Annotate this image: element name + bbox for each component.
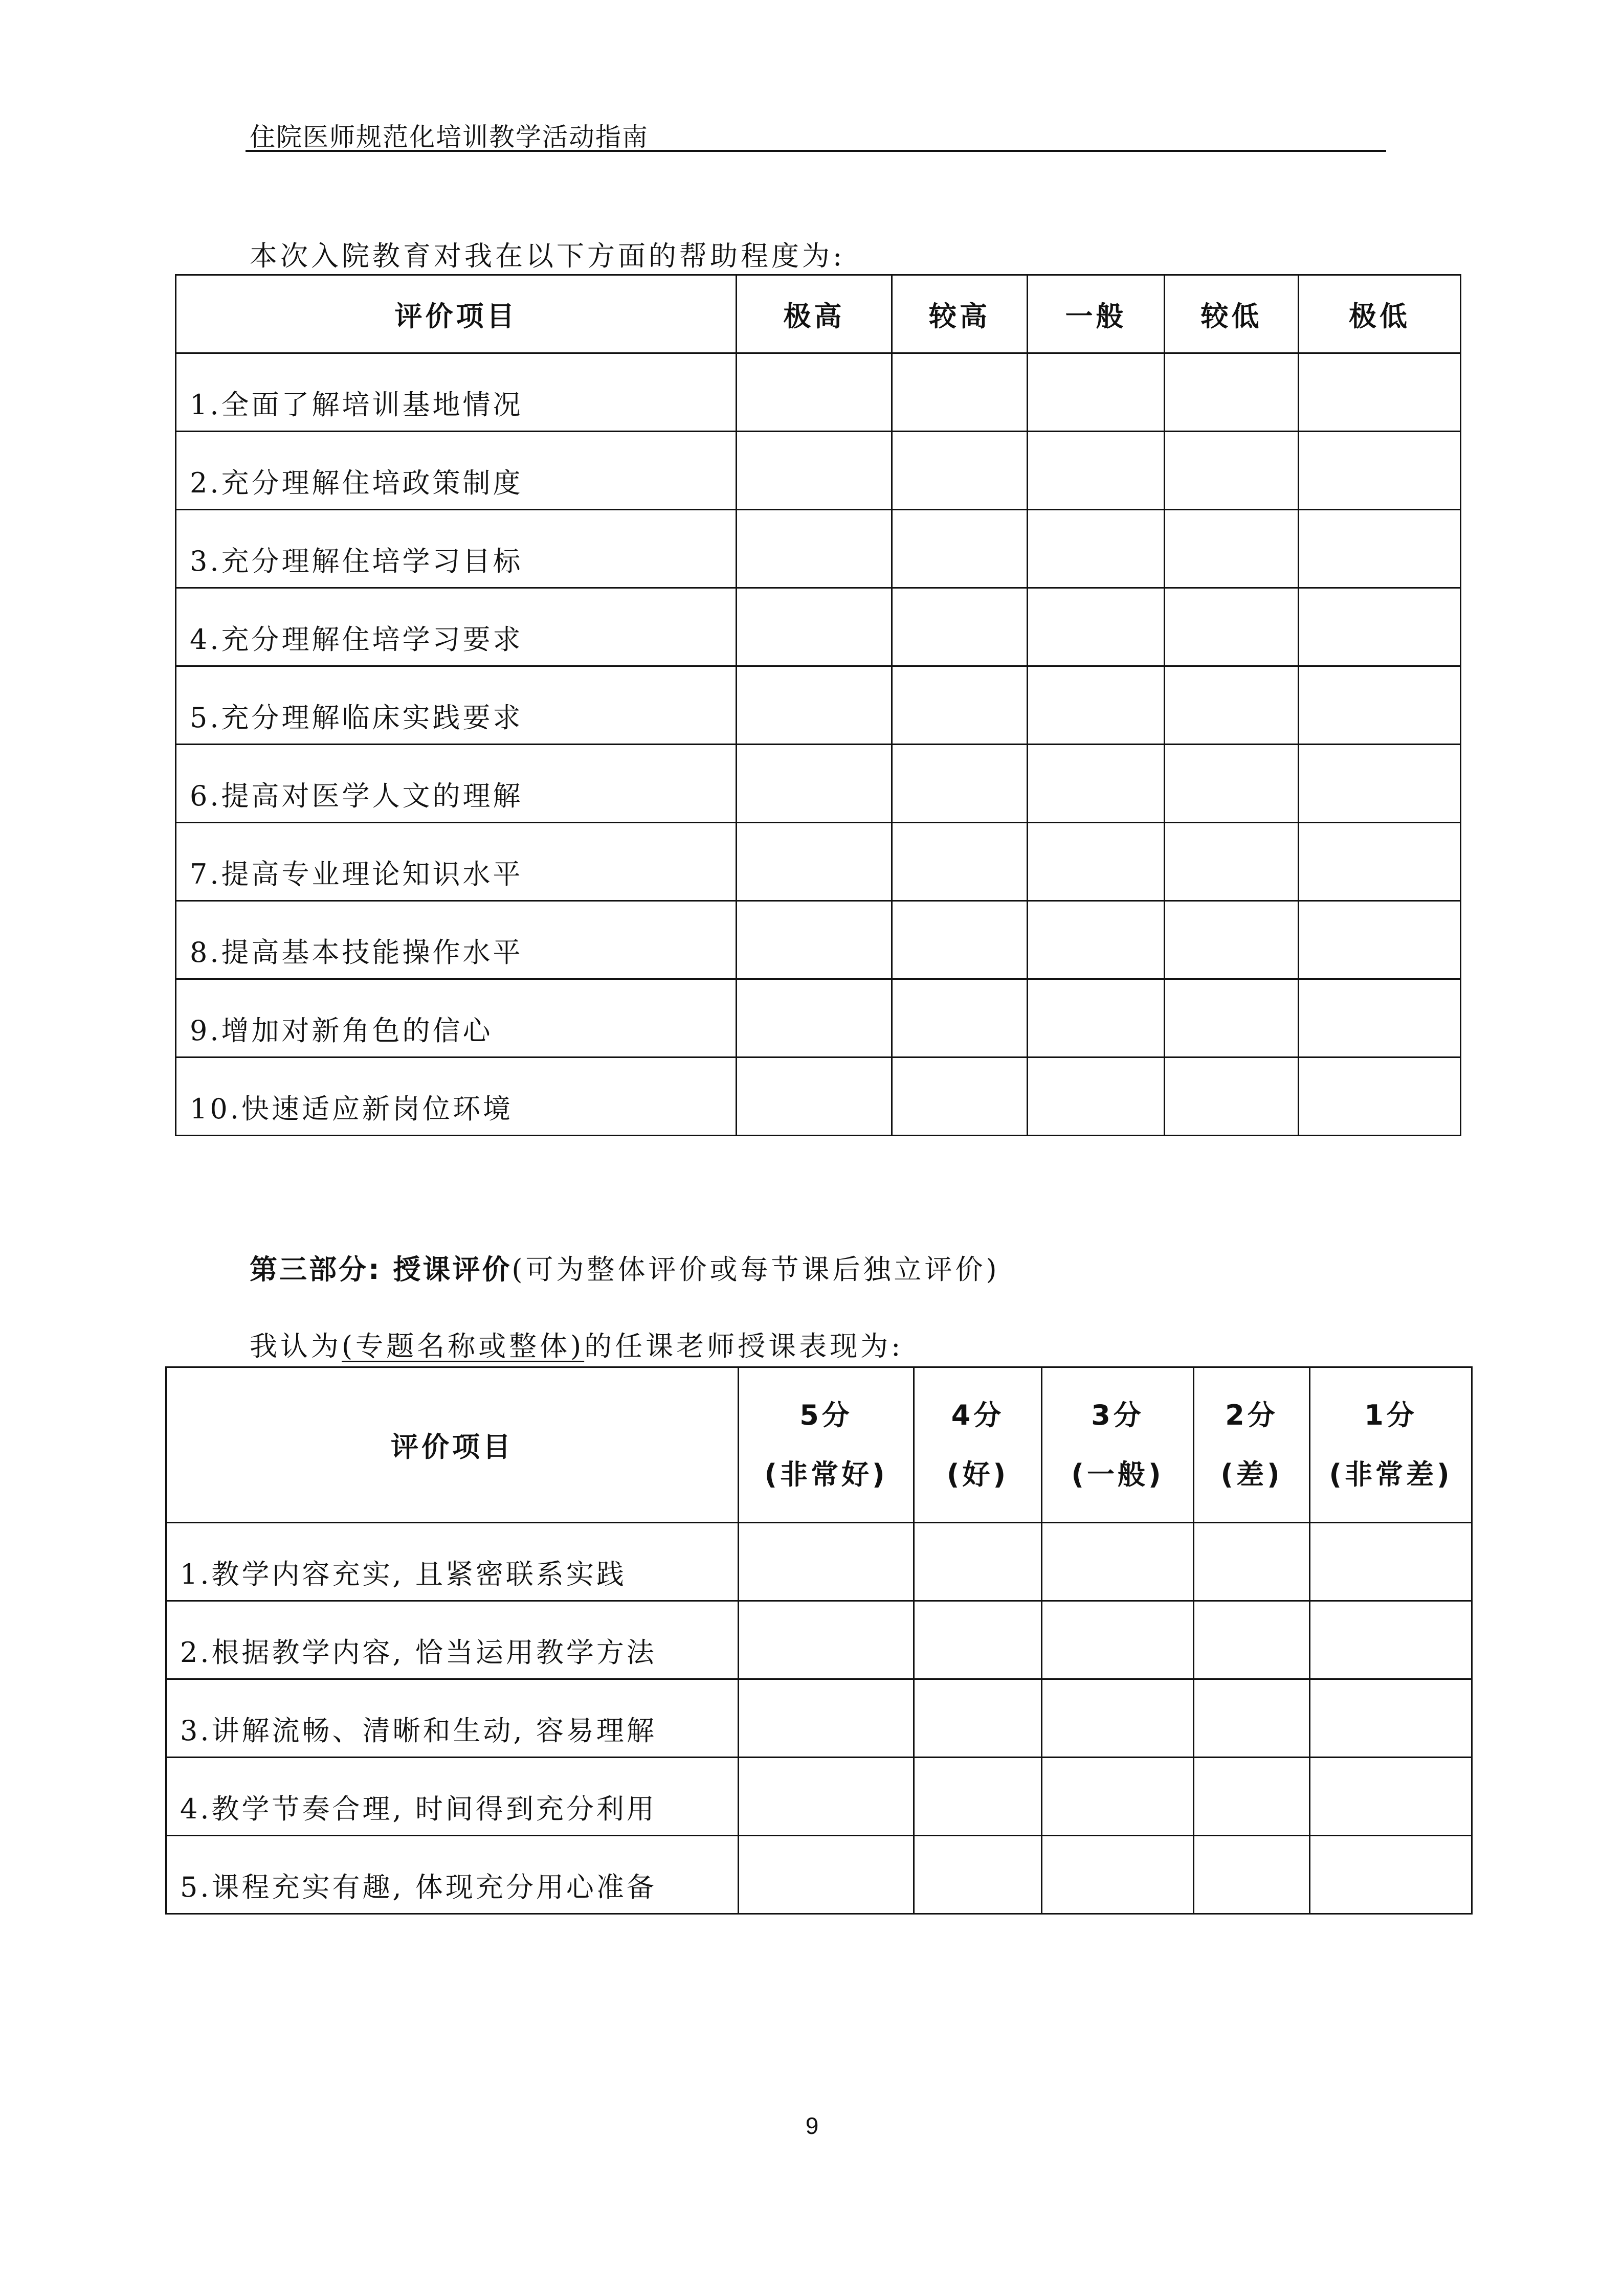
score-cell-3[interactable] xyxy=(1042,1601,1194,1679)
score-value: 4分 xyxy=(951,1399,1005,1431)
column-header-item: 评价项目 xyxy=(176,275,737,353)
rating-cell-high[interactable] xyxy=(892,745,1028,823)
score-description: (非常差) xyxy=(1329,1458,1453,1491)
evaluation-item-label: 1.教学内容充实, 且紧密联系实践 xyxy=(166,1523,739,1601)
rating-cell-low[interactable] xyxy=(1165,979,1299,1057)
score-cell-5[interactable] xyxy=(739,1523,914,1601)
score-cell-1[interactable] xyxy=(1310,1601,1472,1679)
column-header-average: 一般 xyxy=(1028,275,1165,353)
rating-cell-average[interactable] xyxy=(1028,353,1165,432)
table-row xyxy=(176,432,1461,510)
rating-cell-very-high[interactable] xyxy=(737,432,892,510)
section3-intro xyxy=(250,1324,903,1364)
score-cell-5[interactable] xyxy=(739,1601,914,1679)
rating-item-label: 4.充分理解住培学习要求 xyxy=(176,588,737,666)
rating-cell-high[interactable] xyxy=(892,432,1028,510)
rating-item-label: 1.全面了解培训基地情况 xyxy=(176,353,737,432)
rating-cell-average[interactable] xyxy=(1028,979,1165,1057)
rating-cell-very-low[interactable] xyxy=(1299,901,1461,979)
table-header-row xyxy=(176,275,1461,353)
column-header-very-high: 极高 xyxy=(737,275,892,353)
table-row xyxy=(166,1679,1472,1758)
table-row xyxy=(176,666,1461,745)
rating-cell-low[interactable] xyxy=(1165,666,1299,745)
table-row xyxy=(166,1601,1472,1679)
score-cell-5[interactable] xyxy=(739,1836,914,1914)
score-cell-2[interactable] xyxy=(1194,1679,1310,1758)
score-value: 5分 xyxy=(799,1399,853,1431)
rating-cell-very-high[interactable] xyxy=(737,510,892,588)
table-row xyxy=(176,823,1461,901)
table-row xyxy=(176,901,1461,979)
section3-note: (可为整体评价或每节课后独立评价) xyxy=(511,1253,1000,1286)
table-row xyxy=(176,588,1461,666)
score-cell-1[interactable] xyxy=(1310,1758,1472,1836)
score-cell-4[interactable] xyxy=(914,1758,1042,1836)
score-value: 2分 xyxy=(1225,1399,1278,1431)
section3-intro-suffix: 的任课老师授课表现为: xyxy=(584,1330,904,1362)
section3-heading xyxy=(250,1248,1000,1287)
column-header-high: 较高 xyxy=(892,275,1028,353)
rating-cell-very-high[interactable] xyxy=(737,901,892,979)
score-cell-1[interactable] xyxy=(1310,1523,1472,1601)
column-header-score xyxy=(1042,1367,1194,1523)
admission-education-rating-table xyxy=(175,274,1461,1136)
rating-cell-average[interactable] xyxy=(1028,588,1165,666)
header-rule xyxy=(246,150,1386,152)
score-cell-2[interactable] xyxy=(1194,1601,1310,1679)
rating-cell-very-low[interactable] xyxy=(1299,432,1461,510)
rating-item-label: 6.提高对医学人文的理解 xyxy=(176,745,737,823)
rating-cell-average[interactable] xyxy=(1028,432,1165,510)
topic-name-blank[interactable]: (专题名称或整体) xyxy=(342,1330,585,1362)
rating-cell-very-high[interactable] xyxy=(737,666,892,745)
page-number: 9 xyxy=(805,2112,819,2139)
rating-cell-very-high[interactable] xyxy=(737,353,892,432)
rating-cell-low[interactable] xyxy=(1165,432,1299,510)
table-row xyxy=(166,1523,1472,1601)
running-header-title: 住院医师规范化培训教学活动指南 xyxy=(250,122,649,152)
table-row xyxy=(176,979,1461,1057)
rating-cell-average[interactable] xyxy=(1028,745,1165,823)
rating-cell-low[interactable] xyxy=(1165,510,1299,588)
rating-item-label: 9.增加对新角色的信心 xyxy=(176,979,737,1057)
score-cell-3[interactable] xyxy=(1042,1836,1194,1914)
rating-cell-very-high[interactable] xyxy=(737,1057,892,1136)
table-row xyxy=(166,1836,1472,1914)
score-cell-5[interactable] xyxy=(739,1758,914,1836)
rating-cell-low[interactable] xyxy=(1165,901,1299,979)
score-cell-3[interactable] xyxy=(1042,1523,1194,1601)
column-header-item: 评价项目 xyxy=(166,1367,739,1523)
rating-cell-average[interactable] xyxy=(1028,666,1165,745)
rating-cell-very-high[interactable] xyxy=(737,979,892,1057)
section3-intro-prefix: 我认为 xyxy=(250,1330,342,1362)
rating-cell-very-low[interactable] xyxy=(1299,510,1461,588)
table-row xyxy=(176,1057,1461,1136)
rating-cell-low[interactable] xyxy=(1165,588,1299,666)
score-cell-2[interactable] xyxy=(1194,1836,1310,1914)
score-cell-2[interactable] xyxy=(1194,1523,1310,1601)
score-cell-2[interactable] xyxy=(1194,1758,1310,1836)
rating-cell-low[interactable] xyxy=(1165,353,1299,432)
score-value: 3分 xyxy=(1091,1399,1144,1431)
rating-cell-very-low[interactable] xyxy=(1299,588,1461,666)
rating-cell-low[interactable] xyxy=(1165,1057,1299,1136)
rating-cell-very-low[interactable] xyxy=(1299,353,1461,432)
evaluation-item-label: 5.课程充实有趣, 体现充分用心准备 xyxy=(166,1836,739,1914)
score-description: (非常好) xyxy=(764,1458,888,1491)
rating-cell-high[interactable] xyxy=(892,901,1028,979)
rating-item-label: 10.快速适应新岗位环境 xyxy=(176,1057,737,1136)
rating-cell-very-low[interactable] xyxy=(1299,1057,1461,1136)
table-row xyxy=(166,1758,1472,1836)
rating-cell-high[interactable] xyxy=(892,666,1028,745)
rating-cell-very-low[interactable] xyxy=(1299,979,1461,1057)
rating-cell-very-low[interactable] xyxy=(1299,823,1461,901)
rating-cell-low[interactable] xyxy=(1165,823,1299,901)
evaluation-item-label: 4.教学节奏合理, 时间得到充分利用 xyxy=(166,1758,739,1836)
rating-cell-high[interactable] xyxy=(892,588,1028,666)
rating-cell-low[interactable] xyxy=(1165,745,1299,823)
rating-cell-high[interactable] xyxy=(892,353,1028,432)
rating-item-label: 3.充分理解住培学习目标 xyxy=(176,510,737,588)
rating-cell-high[interactable] xyxy=(892,979,1028,1057)
evaluation-item-label: 3.讲解流畅、清晰和生动, 容易理解 xyxy=(166,1679,739,1758)
rating-cell-average[interactable] xyxy=(1028,1057,1165,1136)
rating-item-label: 5.充分理解临床实践要求 xyxy=(176,666,737,745)
score-cell-4[interactable] xyxy=(914,1523,1042,1601)
teaching-evaluation-table xyxy=(165,1366,1473,1915)
rating-cell-very-high[interactable] xyxy=(737,745,892,823)
table-row xyxy=(176,510,1461,588)
score-cell-4[interactable] xyxy=(914,1679,1042,1758)
score-cell-3[interactable] xyxy=(1042,1758,1194,1836)
score-cell-4[interactable] xyxy=(914,1836,1042,1914)
column-header-score xyxy=(1194,1367,1310,1523)
score-description: (差) xyxy=(1220,1458,1283,1491)
evaluation-item-label: 2.根据教学内容, 恰当运用教学方法 xyxy=(166,1601,739,1679)
column-header-low: 较低 xyxy=(1165,275,1299,353)
rating-item-label: 7.提高专业理论知识水平 xyxy=(176,823,737,901)
rating-item-label: 2.充分理解住培政策制度 xyxy=(176,432,737,510)
column-header-score xyxy=(914,1367,1042,1523)
section2-intro: 本次入院教育对我在以下方面的帮助程度为: xyxy=(250,240,846,272)
rating-cell-high[interactable] xyxy=(892,1057,1028,1136)
score-cell-4[interactable] xyxy=(914,1601,1042,1679)
rating-cell-average[interactable] xyxy=(1028,510,1165,588)
score-cell-1[interactable] xyxy=(1310,1679,1472,1758)
column-header-score xyxy=(739,1367,914,1523)
rating-cell-very-high[interactable] xyxy=(737,588,892,666)
table-row xyxy=(176,745,1461,823)
rating-cell-very-low[interactable] xyxy=(1299,745,1461,823)
column-header-very-low: 极低 xyxy=(1299,275,1461,353)
section3-title: 第三部分: 授课评价 xyxy=(250,1253,512,1286)
column-header-score xyxy=(1310,1367,1472,1523)
table-row xyxy=(176,353,1461,432)
score-description: (一般) xyxy=(1071,1458,1164,1491)
rating-cell-high[interactable] xyxy=(892,823,1028,901)
rating-cell-high[interactable] xyxy=(892,510,1028,588)
table-header-row xyxy=(166,1367,1472,1523)
score-cell-1[interactable] xyxy=(1310,1836,1472,1914)
score-cell-3[interactable] xyxy=(1042,1679,1194,1758)
score-cell-5[interactable] xyxy=(739,1679,914,1758)
rating-cell-average[interactable] xyxy=(1028,823,1165,901)
rating-cell-average[interactable] xyxy=(1028,901,1165,979)
score-description: (好) xyxy=(946,1458,1009,1491)
rating-cell-very-high[interactable] xyxy=(737,823,892,901)
rating-cell-very-low[interactable] xyxy=(1299,666,1461,745)
rating-item-label: 8.提高基本技能操作水平 xyxy=(176,901,737,979)
score-value: 1分 xyxy=(1364,1399,1417,1431)
